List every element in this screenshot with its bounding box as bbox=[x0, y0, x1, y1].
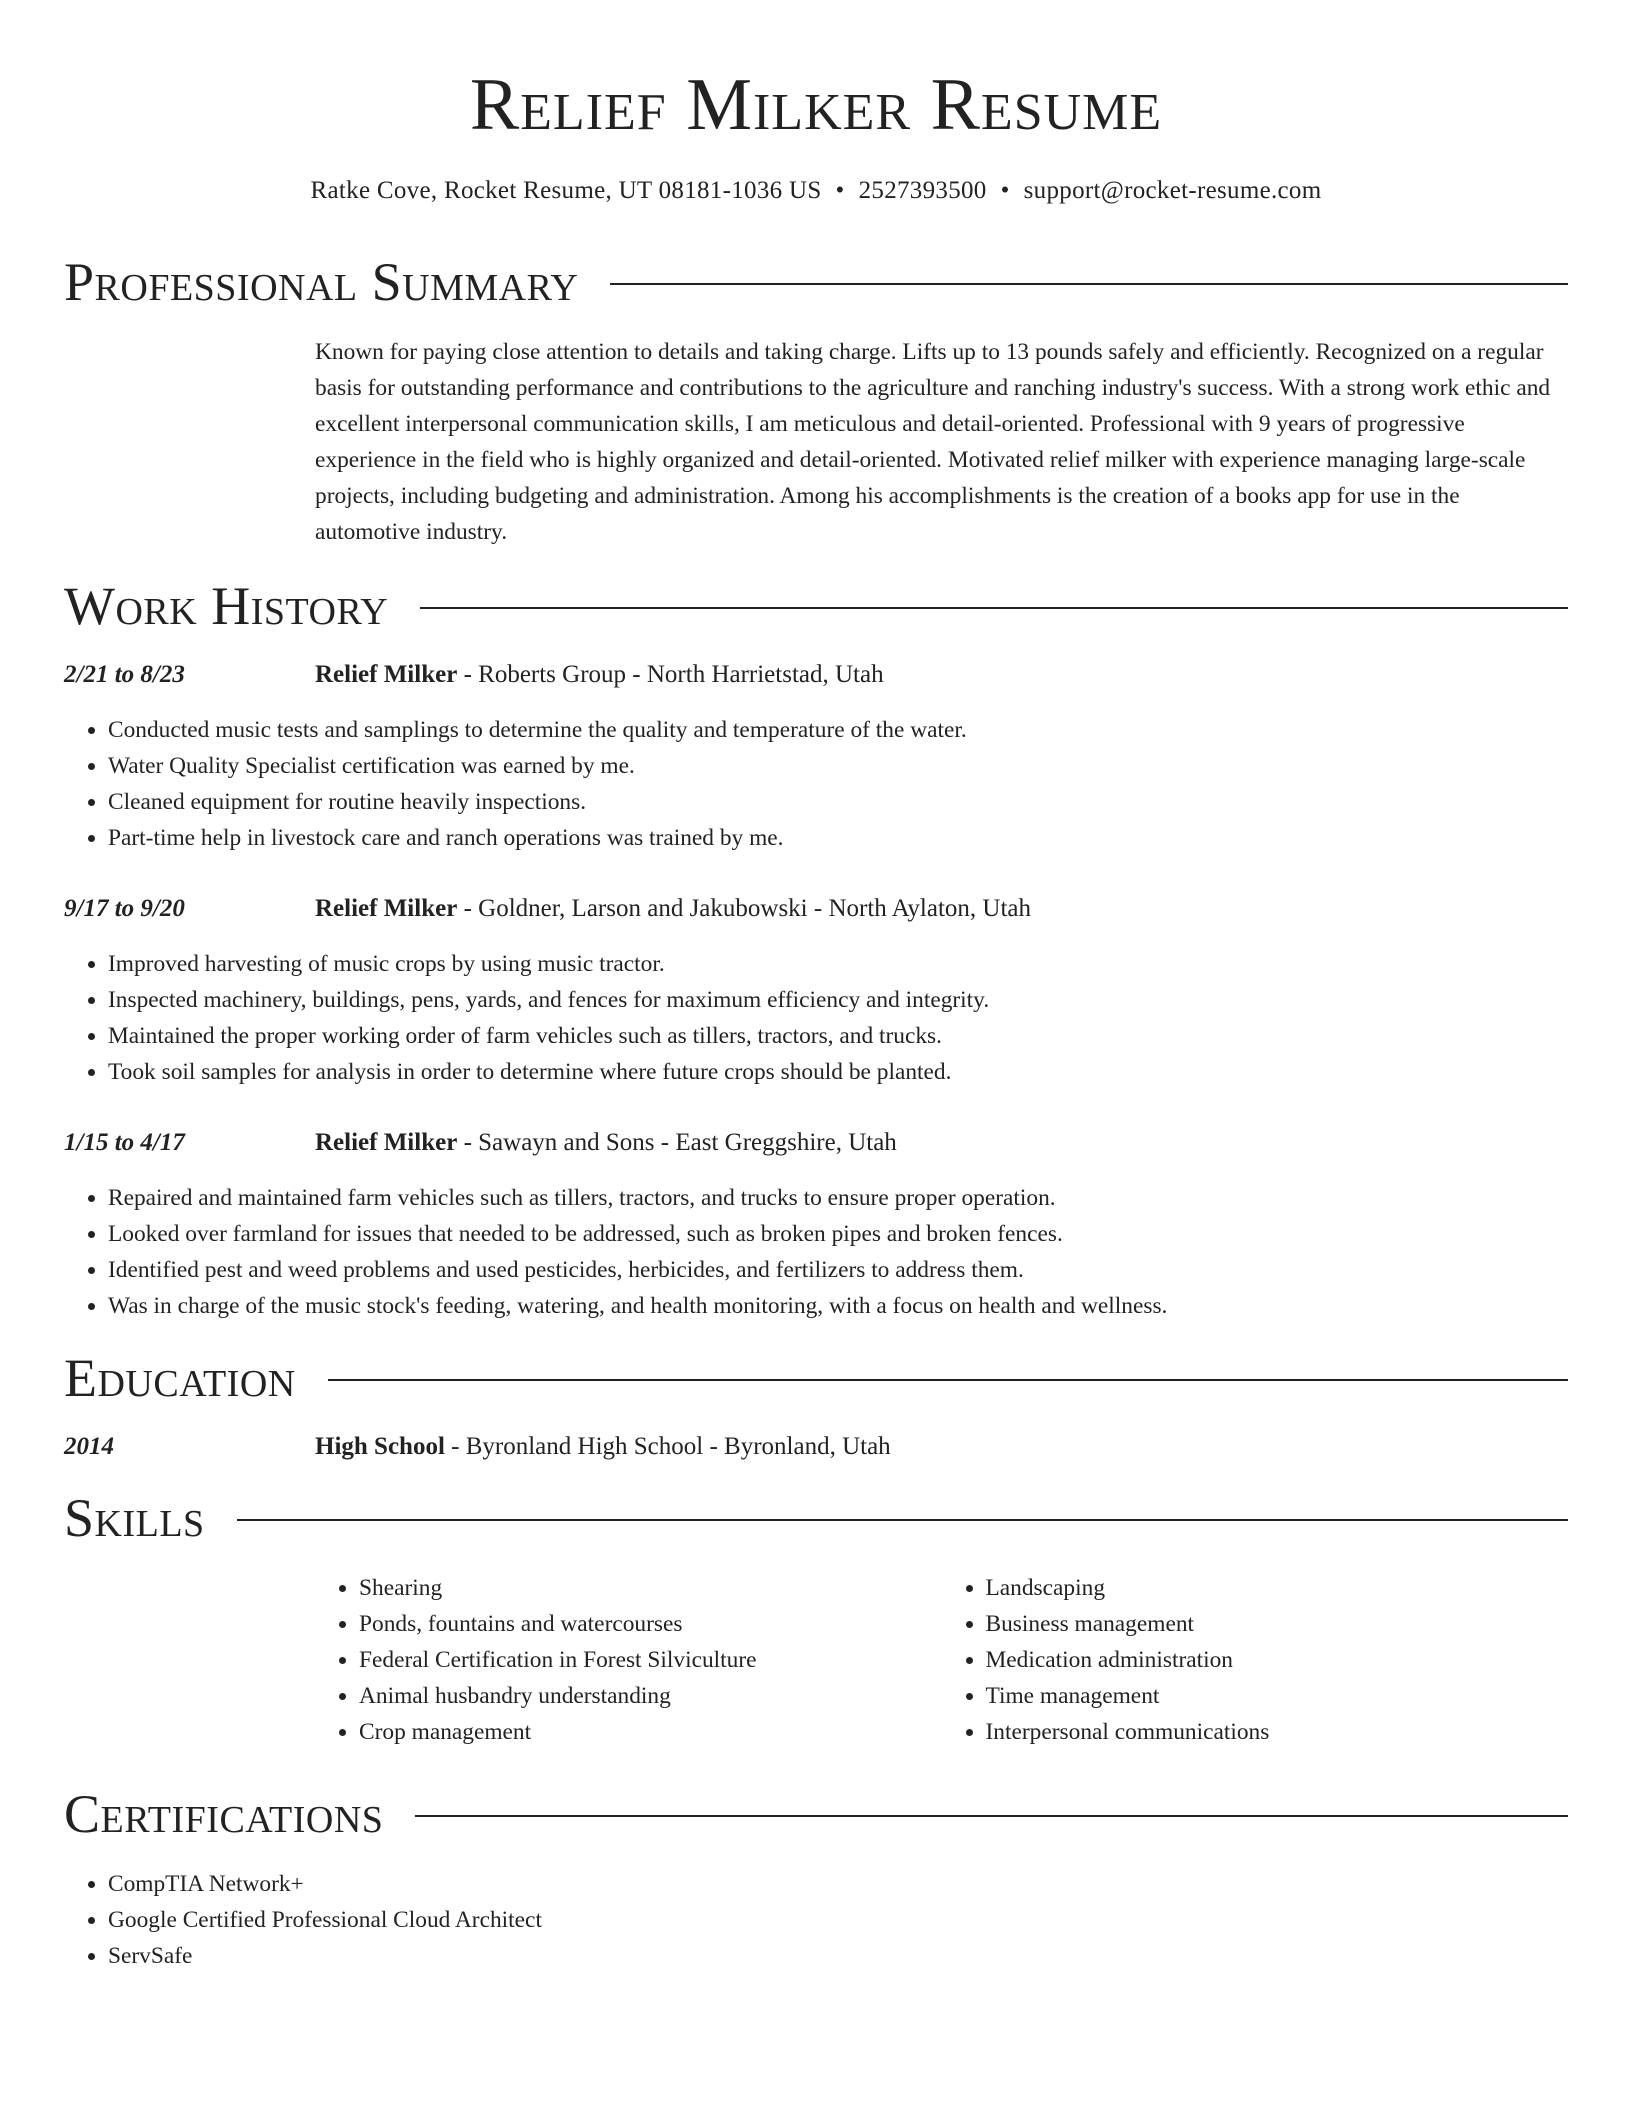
job-entry bbox=[64, 1126, 1568, 1324]
job-entry bbox=[64, 892, 1568, 1090]
job-dates: 9/17 to 9/20 bbox=[64, 895, 185, 922]
list-item: • Took soil samples for analysis in order to determine where future crops should be planted. bbox=[108, 1054, 1568, 1090]
section-divider bbox=[610, 283, 1568, 285]
list-item: • Cleaned equipment for routine heavily inspections. bbox=[108, 784, 1568, 820]
list-item: • Landscaping bbox=[986, 1570, 1569, 1606]
job-details: - Goldner, Larson and Jakubowski - North Aylaton, Utah bbox=[457, 895, 1031, 922]
list-item: • Business management bbox=[986, 1606, 1569, 1642]
job-bullets bbox=[64, 1180, 1568, 1324]
list-item: • Google Certified Professional Cloud Architect bbox=[108, 1902, 1568, 1938]
job-title-line bbox=[315, 1126, 897, 1160]
job-entry bbox=[64, 658, 1568, 856]
job-role: Relief Milker bbox=[315, 1129, 458, 1156]
job-title-line bbox=[315, 658, 884, 692]
resume-page bbox=[64, 0, 1568, 1974]
job-role: Relief Milker bbox=[315, 895, 458, 922]
certifications-list bbox=[64, 1866, 1568, 1974]
job-bullets bbox=[64, 946, 1568, 1090]
list-item: • Federal Certification in Forest Silviculture bbox=[359, 1642, 942, 1678]
list-item: • Was in charge of the music stock's feeding, watering, and health monitoring, with a focus on health and wellness. bbox=[108, 1288, 1568, 1324]
section-divider bbox=[328, 1379, 1568, 1381]
job-dates: 2/21 to 8/23 bbox=[64, 661, 185, 688]
list-item: • Time management bbox=[986, 1678, 1569, 1714]
list-item: • Improved harvesting of music crops by using music tractor. bbox=[108, 946, 1568, 982]
list-item: • Shearing bbox=[359, 1570, 942, 1606]
section-divider bbox=[237, 1519, 1568, 1521]
list-item: • Maintained the proper working order of farm vehicles such as tillers, tractors, and trucks. bbox=[108, 1018, 1568, 1054]
education-degree: High School bbox=[315, 1433, 445, 1460]
section-title-education: Education bbox=[64, 1348, 296, 1408]
section-header-education bbox=[64, 1348, 1568, 1408]
section-header-certifications bbox=[64, 1784, 1568, 1844]
summary-text: Known for paying close attention to details and taking charge. Lifts up to 13 pounds safely and efficiently. Recognized on a regular basis for outstanding performance and contributions to the agriculture and ranching industry's success. With a strong work ethic and excellent interpersonal communication skills, I am meticulous and detail-oriented. Professional with 9 years of progressive experience in the field who is highly organized and detail-oriented. Motivated relief milker with experience managing large-scale projects, including budgeting and administration. Among his accomplishments is the creation of a books app for use in the automotive industry. bbox=[315, 339, 1551, 545]
section-title-summary: Professional Summary bbox=[64, 252, 579, 312]
education-details: - Byronland High School - Byronland, Utah bbox=[444, 1433, 891, 1460]
contact-address: Ratke Cove, Rocket Resume, UT 08181-1036 US bbox=[310, 177, 822, 204]
list-item: • Inspected machinery, buildings, pens, yards, and fences for maximum efficiency and integrity. bbox=[108, 982, 1568, 1018]
job-role: Relief Milker bbox=[315, 661, 458, 688]
job-title-line bbox=[315, 892, 1031, 926]
section-divider bbox=[415, 1815, 1568, 1817]
list-item: • Medication administration bbox=[986, 1642, 1569, 1678]
list-item: • Conducted music tests and samplings to determine the quality and temperature of the water. bbox=[108, 712, 1568, 748]
job-dates: 1/15 to 4/17 bbox=[64, 1129, 185, 1156]
list-item: • Crop management bbox=[359, 1714, 942, 1750]
list-item: • ServSafe bbox=[108, 1938, 1568, 1974]
list-item: • CompTIA Network+ bbox=[108, 1866, 1568, 1902]
skills-column-left bbox=[315, 1570, 942, 1750]
section-divider bbox=[420, 607, 1568, 609]
list-item: • Animal husbandry understanding bbox=[359, 1678, 942, 1714]
contact-separator: • bbox=[1000, 177, 1010, 204]
education-entry bbox=[64, 1430, 1568, 1464]
education-line bbox=[315, 1430, 891, 1464]
contact-email: support@rocket-resume.com bbox=[1023, 177, 1322, 204]
skills-column-right bbox=[942, 1570, 1569, 1750]
job-bullets bbox=[64, 712, 1568, 856]
list-item: • Looked over farmland for issues that needed to be addressed, such as broken pipes and broken fences. bbox=[108, 1216, 1568, 1252]
list-item: • Repaired and maintained farm vehicles such as tillers, tractors, and trucks to ensure proper operation. bbox=[108, 1180, 1568, 1216]
contact-line bbox=[64, 174, 1568, 208]
section-header-summary bbox=[64, 252, 1568, 312]
list-item: • Identified pest and weed problems and used pesticides, herbicides, and fertilizers to address them. bbox=[108, 1252, 1568, 1288]
contact-phone: 2527393500 bbox=[858, 177, 987, 204]
skills-grid bbox=[315, 1570, 1568, 1750]
education-year: 2014 bbox=[64, 1433, 114, 1460]
section-title-skills: Skills bbox=[64, 1488, 205, 1548]
section-title-certifications: Certifications bbox=[64, 1784, 384, 1844]
section-header-skills bbox=[64, 1488, 1568, 1548]
list-item: • Part-time help in livestock care and ranch operations was trained by me. bbox=[108, 820, 1568, 856]
resume-title: Relief Milker Resume bbox=[469, 64, 1163, 146]
list-item: • Water Quality Specialist certification was earned by me. bbox=[108, 748, 1568, 784]
list-item: • Ponds, fountains and watercourses bbox=[359, 1606, 942, 1642]
contact-separator: • bbox=[835, 177, 845, 204]
section-title-work: Work History bbox=[64, 576, 389, 636]
job-details: - Roberts Group - North Harrietstad, Utah bbox=[457, 661, 884, 688]
list-item: • Interpersonal communications bbox=[986, 1714, 1569, 1750]
job-details: - Sawayn and Sons - East Greggshire, Utah bbox=[457, 1129, 897, 1156]
section-header-work bbox=[64, 576, 1568, 636]
